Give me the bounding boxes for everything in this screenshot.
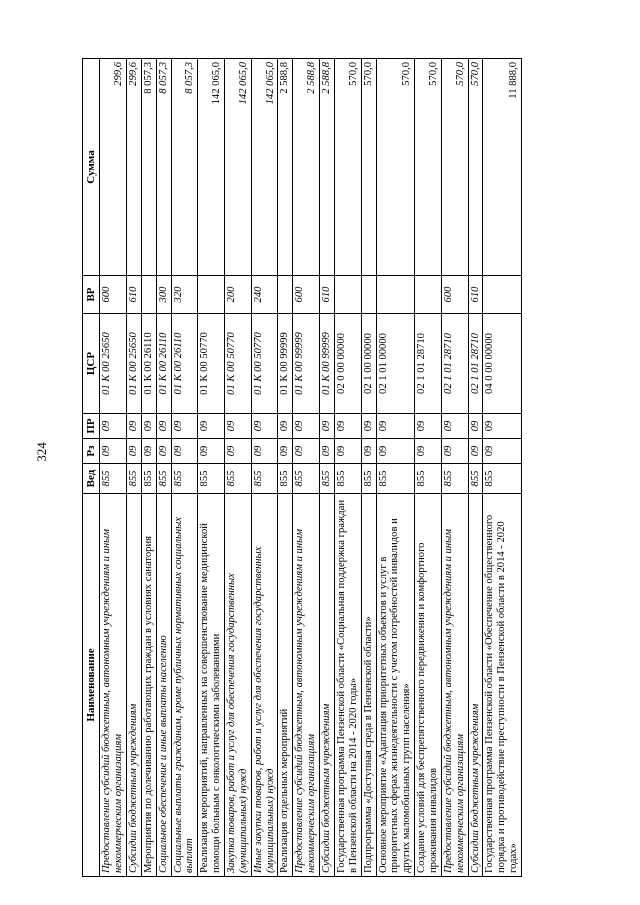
name-cell: Предоставление субсидий бюджетным, автономным учреждениям и иным некоммерческим организациям <box>441 494 468 877</box>
sum-cell: 570,0 <box>376 59 415 276</box>
rz-cell: 09 <box>225 439 252 464</box>
table-body <box>100 59 522 877</box>
sum-cell: 2 588,8 <box>293 59 320 276</box>
table-row <box>251 59 278 877</box>
rz-cell: 09 <box>415 439 442 464</box>
ved-cell: 855 <box>483 464 522 494</box>
csr-cell: 01 К 00 99999 <box>320 314 335 414</box>
vr-cell <box>361 276 376 314</box>
vr-cell: 600 <box>441 276 468 314</box>
csr-cell: 01 К 00 99999 <box>278 314 293 414</box>
name-cell: Субсидии бюджетным учреждениям <box>127 494 142 877</box>
name-cell: Субсидии бюджетным учреждениям <box>468 494 483 877</box>
csr-cell: 01 К 00 26110 <box>171 314 198 414</box>
ved-cell: 855 <box>100 464 127 494</box>
ved-cell: 855 <box>198 464 225 494</box>
vr-cell: 320 <box>171 276 198 314</box>
table-row <box>441 59 468 877</box>
csr-cell: 04 0 00 00000 <box>483 314 522 414</box>
ved-cell: 855 <box>468 464 483 494</box>
sum-cell: 299,6 <box>127 59 142 276</box>
name-cell: Основное мероприятие «Адаптация приоритетных объектов и услуг в приоритетных сферах жизнедеятельности с учетом потребностей инвалидов и других маломобильных групп населения» <box>376 494 415 877</box>
table-row <box>320 59 335 877</box>
csr-cell: 01 К 00 26110 <box>141 314 156 414</box>
pr-cell: 09 <box>376 414 415 439</box>
sum-cell: 570,0 <box>334 59 361 276</box>
rz-cell: 09 <box>483 439 522 464</box>
table-row <box>127 59 142 877</box>
vr-cell: 300 <box>156 276 171 314</box>
vr-cell <box>278 276 293 314</box>
pr-cell: 09 <box>156 414 171 439</box>
vr-cell <box>376 276 415 314</box>
rz-cell: 09 <box>376 439 415 464</box>
budget-table <box>82 58 522 877</box>
sum-cell: 142 065,0 <box>251 59 278 276</box>
vr-cell: 610 <box>320 276 335 314</box>
header-csr: ЦСР <box>83 314 100 414</box>
sum-cell: 8 057,3 <box>156 59 171 276</box>
pr-cell: 09 <box>415 414 442 439</box>
rz-cell: 09 <box>141 439 156 464</box>
table-row <box>334 59 361 877</box>
pr-cell: 09 <box>334 414 361 439</box>
pr-cell: 09 <box>293 414 320 439</box>
rz-cell: 09 <box>198 439 225 464</box>
name-cell: Социальное обеспечение и иные выплаты населению <box>156 494 171 877</box>
ved-cell: 855 <box>376 464 415 494</box>
csr-cell: 01 К 00 50770 <box>251 314 278 414</box>
vr-cell <box>141 276 156 314</box>
name-cell: Реализация мероприятий, направленных на совершенствование медицинской помощи больным с онкологическими заболеваниями <box>198 494 225 877</box>
sum-cell: 2 588,8 <box>320 59 335 276</box>
header-ved: Вед <box>83 464 100 494</box>
name-cell: Государственная программа Пензенской области «Обеспечение общественного порядка и противодействие преступности в Пензенской области в 2014 - 2020 годах» <box>483 494 522 877</box>
vr-cell <box>415 276 442 314</box>
csr-cell: 02 1 01 00000 <box>376 314 415 414</box>
name-cell: Реализация отдельных мероприятий <box>278 494 293 877</box>
name-cell: Предоставление субсидий бюджетным, автономным учреждениям и иным некоммерческим организациям <box>100 494 127 877</box>
table-row <box>171 59 198 877</box>
vr-cell: 200 <box>225 276 252 314</box>
rz-cell: 09 <box>156 439 171 464</box>
pr-cell: 09 <box>100 414 127 439</box>
rz-cell: 09 <box>441 439 468 464</box>
name-cell: Предоставление субсидий бюджетным, автономным учреждениям и иным некоммерческим организациям <box>293 494 320 877</box>
sum-cell: 8 057,3 <box>171 59 198 276</box>
table-row <box>376 59 415 877</box>
name-cell: Государственная программа Пензенской области «Социальная поддержка граждан в Пензенской области на 2014 - 2020 годы» <box>334 494 361 877</box>
ved-cell: 855 <box>156 464 171 494</box>
table-row <box>141 59 156 877</box>
table-row <box>100 59 127 877</box>
table-row <box>361 59 376 877</box>
rz-cell: 09 <box>127 439 142 464</box>
ved-cell: 855 <box>171 464 198 494</box>
vr-cell <box>334 276 361 314</box>
name-cell: Иные закупки товаров, работ и услуг для обеспечения государственных (муниципальных) нужд <box>251 494 278 877</box>
rz-cell: 09 <box>468 439 483 464</box>
rz-cell: 09 <box>293 439 320 464</box>
name-cell: Субсидии бюджетным учреждениям <box>320 494 335 877</box>
sum-cell: 570,0 <box>415 59 442 276</box>
header-pr: ПР <box>83 414 100 439</box>
vr-cell: 600 <box>100 276 127 314</box>
ved-cell: 855 <box>320 464 335 494</box>
rz-cell: 09 <box>100 439 127 464</box>
header-name: Наименование <box>83 494 100 877</box>
csr-cell: 01 К 00 26110 <box>156 314 171 414</box>
sum-cell: 570,0 <box>468 59 483 276</box>
csr-cell: 02 1 01 28710 <box>415 314 442 414</box>
ved-cell: 855 <box>293 464 320 494</box>
pr-cell: 09 <box>198 414 225 439</box>
rz-cell: 09 <box>334 439 361 464</box>
csr-cell: 02 1 01 28710 <box>441 314 468 414</box>
sum-cell: 299,6 <box>100 59 127 276</box>
csr-cell: 02 1 00 00000 <box>361 314 376 414</box>
table-row <box>225 59 252 877</box>
vr-cell: 610 <box>468 276 483 314</box>
name-cell: Социальные выплаты гражданам, кроме публичных нормативных социальных выплат <box>171 494 198 877</box>
vr-cell: 610 <box>127 276 142 314</box>
vr-cell: 600 <box>293 276 320 314</box>
ved-cell: 855 <box>251 464 278 494</box>
pr-cell: 09 <box>251 414 278 439</box>
vr-cell <box>483 276 522 314</box>
ved-cell: 855 <box>278 464 293 494</box>
table-row <box>293 59 320 877</box>
csr-cell: 01 К 00 25650 <box>100 314 127 414</box>
sum-cell: 11 888,0 <box>483 59 522 276</box>
csr-cell: 01 К 00 99999 <box>293 314 320 414</box>
rz-cell: 09 <box>251 439 278 464</box>
name-cell: Подпрограмма «Доступная среда в Пензенской области» <box>361 494 376 877</box>
table-header-row <box>83 59 100 877</box>
ved-cell: 855 <box>141 464 156 494</box>
ved-cell: 855 <box>127 464 142 494</box>
name-cell: Создание условий для беспрепятственного передвижения и комфортного проживания инвалидов <box>415 494 442 877</box>
csr-cell: 01 К 00 25650 <box>127 314 142 414</box>
table-row <box>483 59 522 877</box>
pr-cell: 09 <box>441 414 468 439</box>
name-cell: Закупка товаров, работ и услуг для обеспечения государственных (муниципальных) нужд <box>225 494 252 877</box>
table-row <box>468 59 483 877</box>
sum-cell: 142 065,0 <box>225 59 252 276</box>
ved-cell: 855 <box>225 464 252 494</box>
csr-cell: 02 1 01 28710 <box>468 314 483 414</box>
pr-cell: 09 <box>127 414 142 439</box>
page-number: 324 <box>34 442 49 462</box>
sum-cell: 2 588,8 <box>278 59 293 276</box>
table-row <box>156 59 171 877</box>
ved-cell: 855 <box>361 464 376 494</box>
table-row <box>278 59 293 877</box>
header-rz: Рз <box>83 439 100 464</box>
vr-cell <box>198 276 225 314</box>
pr-cell: 09 <box>468 414 483 439</box>
csr-cell: 02 0 00 00000 <box>334 314 361 414</box>
rz-cell: 09 <box>361 439 376 464</box>
rz-cell: 09 <box>171 439 198 464</box>
pr-cell: 09 <box>141 414 156 439</box>
ved-cell: 855 <box>441 464 468 494</box>
budget-table-container <box>82 59 522 877</box>
rz-cell: 09 <box>320 439 335 464</box>
pr-cell: 09 <box>361 414 376 439</box>
table-row <box>198 59 225 877</box>
ved-cell: 855 <box>334 464 361 494</box>
header-sum: Сумма <box>83 59 100 276</box>
sum-cell: 570,0 <box>441 59 468 276</box>
name-cell: Мероприятия по долечиванию работающих граждан в условиях санатория <box>141 494 156 877</box>
csr-cell: 01 К 00 50770 <box>225 314 252 414</box>
pr-cell: 09 <box>278 414 293 439</box>
header-vr: ВР <box>83 276 100 314</box>
table-row <box>415 59 442 877</box>
csr-cell: 01 К 00 50770 <box>198 314 225 414</box>
ved-cell: 855 <box>415 464 442 494</box>
vr-cell: 240 <box>251 276 278 314</box>
pr-cell: 09 <box>225 414 252 439</box>
sum-cell: 570,0 <box>361 59 376 276</box>
pr-cell: 09 <box>171 414 198 439</box>
rz-cell: 09 <box>278 439 293 464</box>
sum-cell: 142 065,0 <box>198 59 225 276</box>
sum-cell: 8 057,3 <box>141 59 156 276</box>
pr-cell: 09 <box>483 414 522 439</box>
pr-cell: 09 <box>320 414 335 439</box>
